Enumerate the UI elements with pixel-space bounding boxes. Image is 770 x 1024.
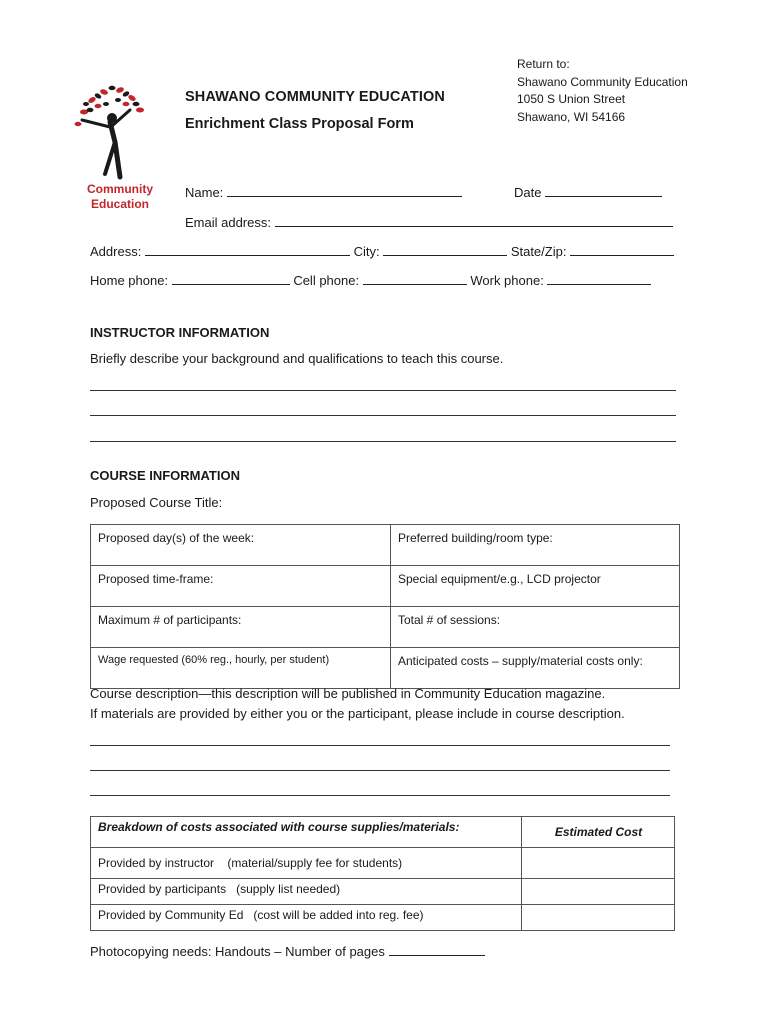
background-line-1[interactable]	[90, 390, 676, 391]
instructor-provided-row	[91, 848, 522, 879]
logo-text	[82, 182, 158, 212]
community-ed-cost-cell[interactable]	[522, 905, 675, 931]
table-row	[91, 525, 680, 566]
city-label: City:	[353, 244, 380, 259]
work-phone-field[interactable]	[547, 271, 651, 285]
form-title: Enrichment Class Proposal Form	[185, 116, 414, 132]
participants-cost-cell[interactable]	[522, 879, 675, 905]
work-phone-label: Work phone:	[470, 273, 544, 288]
return-address	[517, 56, 688, 126]
logo-line2: Education	[90, 197, 149, 211]
course-description-note-1: Course description—this description will be published in Community Education magazine.	[90, 686, 606, 701]
community-ed-provided-label: Provided by Community Ed	[98, 908, 244, 922]
course-heading: COURSE INFORMATION	[90, 468, 240, 483]
table-row	[91, 848, 675, 879]
address-label: Address:	[90, 244, 142, 259]
instructor-cost-cell[interactable]	[522, 848, 675, 879]
background-line-2[interactable]	[90, 415, 676, 416]
table-row	[91, 905, 675, 931]
state-label: State/Zip:	[510, 244, 567, 259]
photocopy-pages-field[interactable]	[389, 942, 485, 956]
name-label: Name:	[185, 185, 224, 200]
name-field[interactable]	[227, 183, 462, 197]
participants-provided-label: Provided by participants	[98, 882, 227, 896]
state-field[interactable]	[570, 242, 674, 256]
phone-row	[90, 271, 651, 288]
address-row	[90, 242, 674, 259]
name-row	[185, 183, 462, 200]
return-line2: 1050 S Union Street	[517, 92, 626, 106]
course-description-note-2: If materials are provided by either you or the participant, please include in course description.	[90, 706, 625, 721]
email-row	[185, 213, 673, 230]
table-row	[91, 648, 680, 689]
instructor-prompt: Briefly describe your background and qualifications to teach this course.	[90, 351, 504, 366]
address-field[interactable]	[145, 242, 350, 256]
cost-breakdown-table	[90, 816, 675, 931]
table-row	[91, 607, 680, 648]
photocopy-label: Photocopying needs: Handouts – Number of pages	[90, 944, 385, 959]
instructor-provided-label: Provided by instructor	[98, 856, 215, 870]
city-field[interactable]	[383, 242, 507, 256]
course-details-table	[90, 524, 680, 689]
participants-provided-note: (supply list needed)	[236, 882, 341, 896]
community-ed-provided-note: (cost will be added into reg. fee)	[253, 908, 424, 922]
logo-line1: Community	[87, 182, 153, 196]
days-cell[interactable]: Proposed day(s) of the week:	[91, 525, 391, 566]
sessions-cell[interactable]: Total # of sessions:	[391, 607, 680, 648]
cost-breakdown-heading: Breakdown of costs associated with course supplies/materials:	[91, 817, 522, 848]
max-participants-cell[interactable]: Maximum # of participants:	[91, 607, 391, 648]
photocopy-row	[90, 942, 485, 959]
participants-provided-row	[91, 879, 522, 905]
course-title-label: Proposed Course Title:	[90, 495, 223, 510]
email-field[interactable]	[275, 213, 673, 227]
org-title: SHAWANO COMMUNITY EDUCATION	[185, 89, 445, 105]
cell-phone-label: Cell phone:	[293, 273, 360, 288]
return-line3: Shawano, WI 54166	[517, 109, 626, 124]
cell-phone-field[interactable]	[363, 271, 467, 285]
room-cell[interactable]: Preferred building/room type:	[391, 525, 680, 566]
home-phone-label: Home phone:	[90, 273, 169, 288]
table-row	[91, 879, 675, 905]
description-line-3[interactable]	[90, 795, 670, 796]
return-label: Return to:	[517, 57, 570, 71]
instructor-provided-note: (material/supply fee for students)	[227, 856, 403, 870]
date-field[interactable]	[545, 183, 662, 197]
wage-cell[interactable]: Wage requested (60% reg., hourly, per student)	[91, 648, 391, 689]
date-label: Date	[514, 185, 542, 200]
email-label: Email address:	[185, 215, 271, 230]
date-row	[514, 183, 662, 200]
community-ed-provided-row	[91, 905, 522, 931]
description-line-2[interactable]	[90, 770, 670, 771]
anticipated-costs-cell[interactable]: Anticipated costs – supply/material costs only:	[391, 648, 680, 689]
timeframe-cell[interactable]: Proposed time-frame:	[91, 566, 391, 607]
description-line-1[interactable]	[90, 745, 670, 746]
return-line1: Shawano Community Education	[517, 74, 688, 89]
equipment-cell[interactable]: Special equipment/e.g., LCD projector	[391, 566, 680, 607]
table-row	[91, 817, 675, 848]
community-education-logo	[70, 82, 155, 182]
background-line-3[interactable]	[90, 441, 676, 442]
table-row	[91, 566, 680, 607]
estimated-cost-header: Estimated Cost	[522, 817, 675, 848]
instructor-heading: INSTRUCTOR INFORMATION	[90, 325, 270, 340]
home-phone-field[interactable]	[172, 271, 290, 285]
